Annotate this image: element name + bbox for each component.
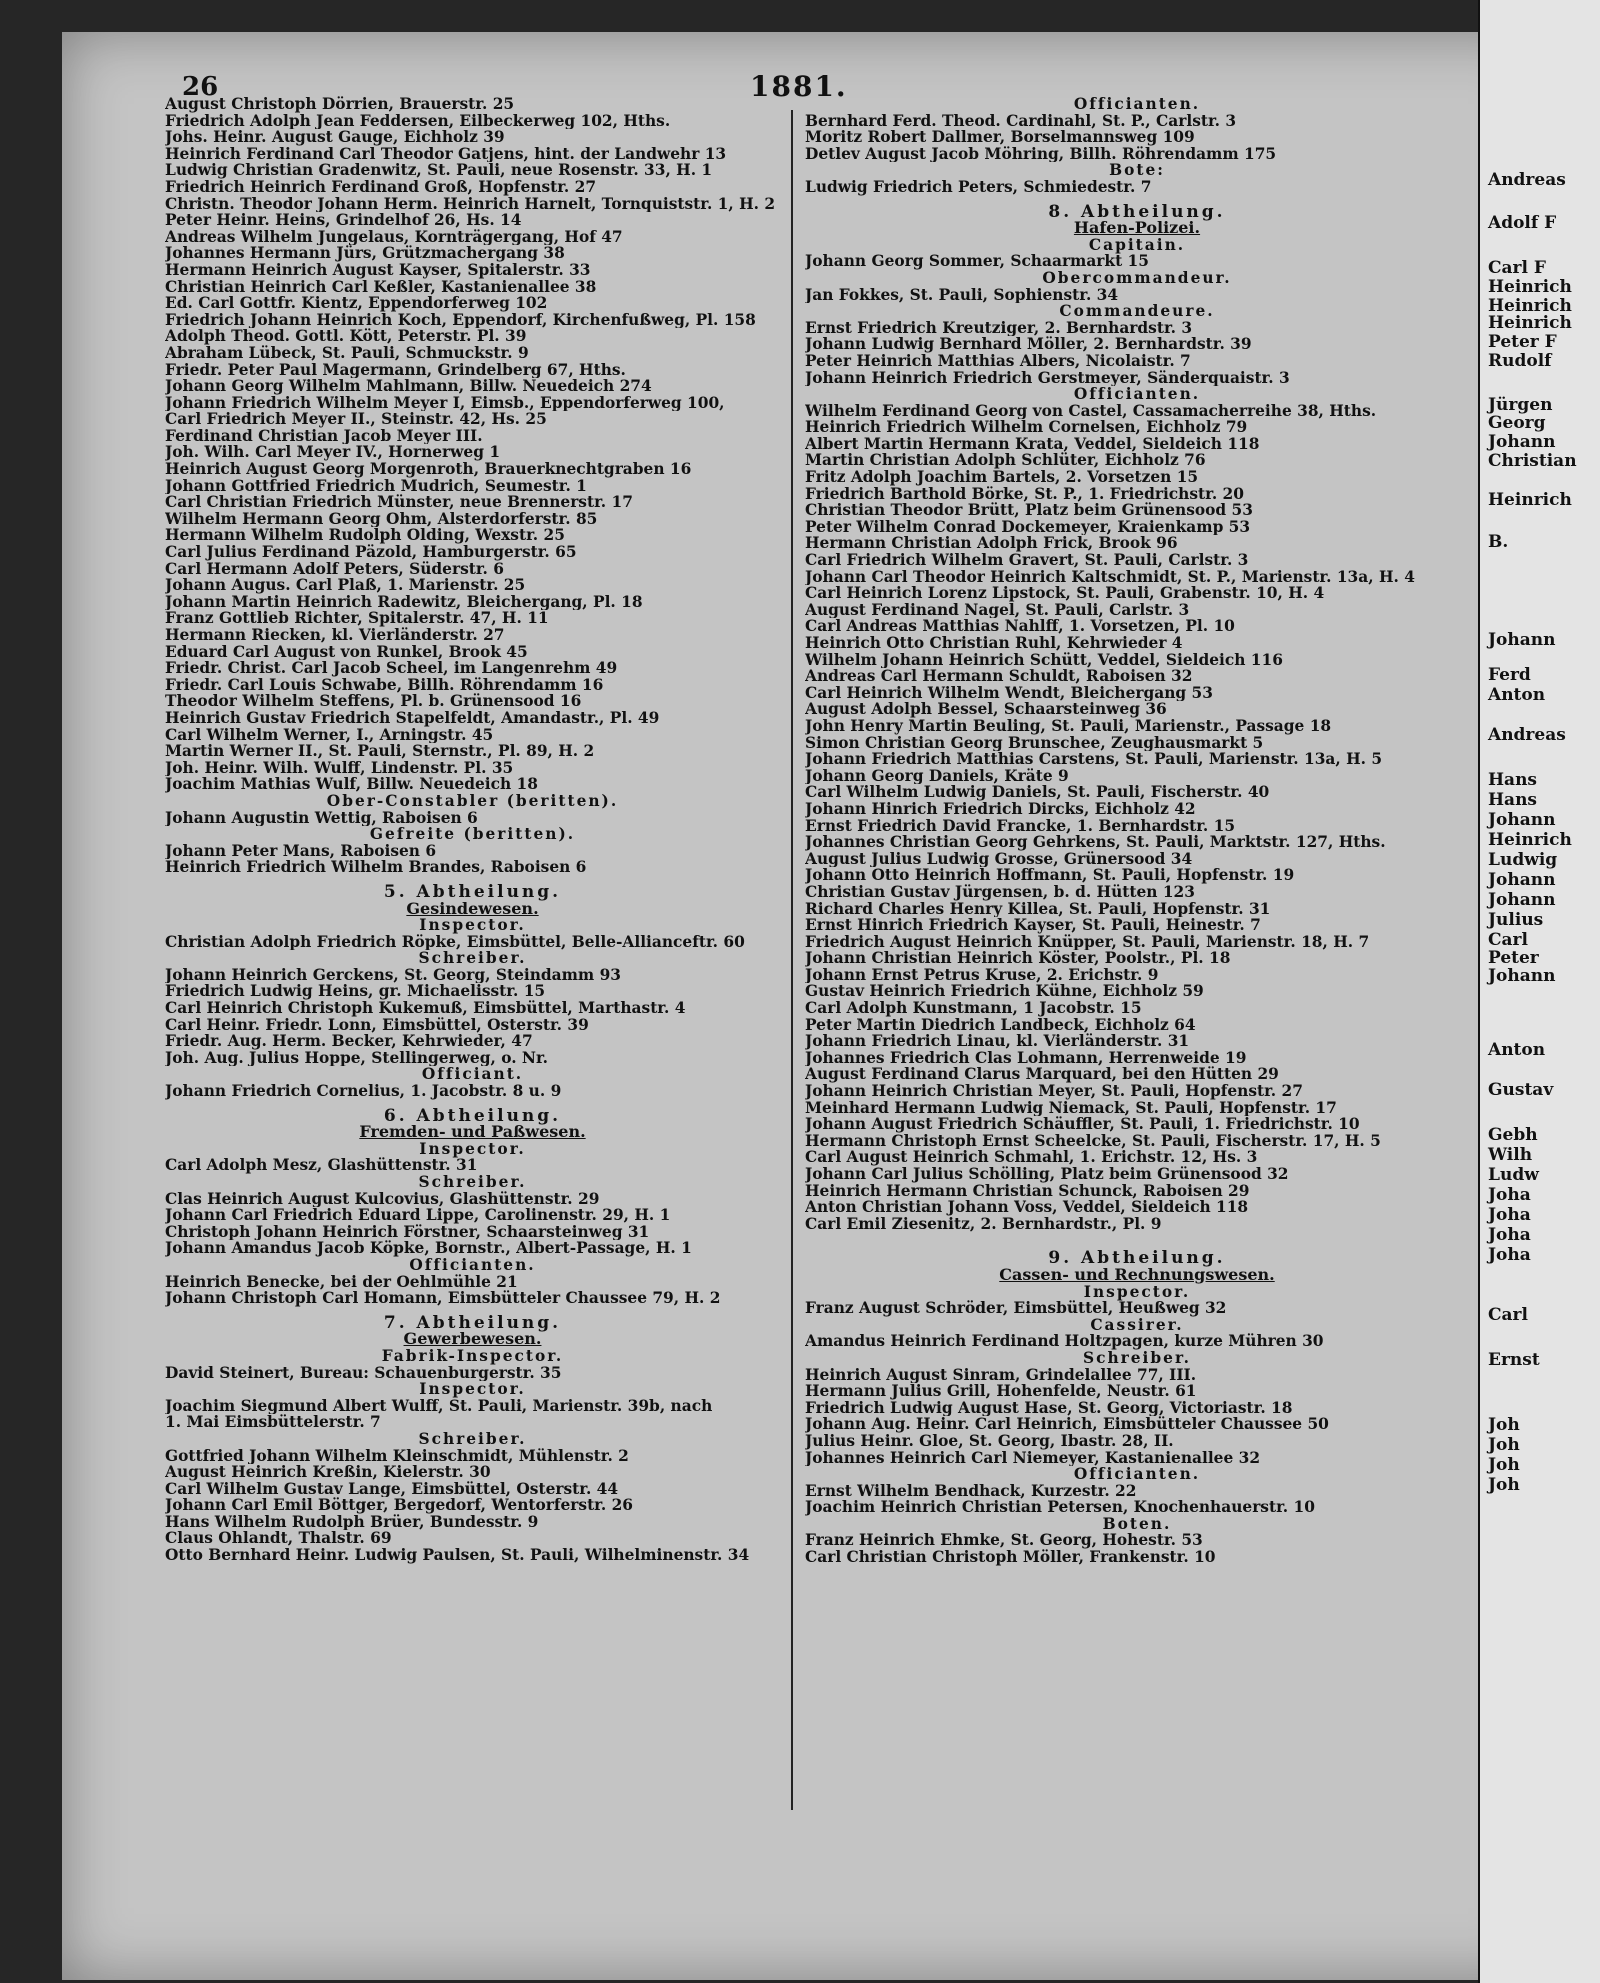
directory-entry: Johann Friedrich Matthias Carstens, St. Pauli, Marienstr. 13a, H. 5 — [805, 751, 1383, 768]
heading-8-officianten: Officianten. — [1073, 385, 1201, 404]
heading-6-officianten: Officianten. — [409, 1255, 536, 1274]
directory-entry: Hans Wilhelm Rudolph Brüer, Bundesstr. 9 — [165, 1513, 539, 1531]
entry-list-ober — [165, 810, 780, 827]
directory-entry: Ferdinand Christian Jacob Meyer III. — [165, 427, 483, 445]
directory-entry: Friedrich Johann Heinrich Koch, Eppendorf, Kirchenfußweg, Pl. 158 — [165, 311, 756, 329]
directory-entry: Johann Friedrich Cornelius, 1. Jacobstr. 8 u. 9 — [165, 1083, 562, 1100]
directory-entry: Martin Werner II., St. Pauli, Sternstr., Pl. 89, H. 2 — [165, 743, 595, 760]
directory-entry: Johann Heinrich Friedrich Gerstmeyer, Sänderquaistr. 3 — [805, 369, 1290, 387]
heading-6-schreiber: Schreiber. — [418, 1173, 527, 1191]
directory-entry: August Heinrich Kreßin, Kielerstr. 30 — [165, 1464, 491, 1481]
directory-entry: Carl Andreas Matthias Nahlff, 1. Vorsetzen, Pl. 10 — [805, 618, 1235, 635]
directory-entry: Johann Ludwig Bernhard Möller, 2. Bernhardstr. 39 — [805, 336, 1252, 353]
directory-entry: Christian Adolph Friedrich Röpke, Eimsbüttel, Belle-Allianceftr. 60 — [165, 933, 745, 951]
dept-heading-9: Cassen- und Rechnungswesen. — [999, 1264, 1275, 1284]
directory-entry: Detlev August Jacob Möhring, Billh. Röhrendamm 175 — [805, 145, 1277, 163]
bleed-fragment: Joh — [1488, 1475, 1520, 1495]
directory-entry: Johann Friedrich Wilhelm Meyer I, Eimsb., Eppendorferweg 100, — [165, 394, 725, 412]
entry-list-9-officianten — [805, 1483, 1469, 1516]
directory-entry: Franz August Schröder, Eimsbüttel, Heußweg 32 — [805, 1300, 1227, 1317]
directory-entry: Johann Georg Daniels, Kräte 9 — [805, 767, 1069, 785]
dept-heading-7: Gewerbewesen. — [403, 1329, 542, 1349]
heading-bote: Bote: — [1109, 161, 1165, 180]
next-page-bleed — [1478, 0, 1600, 1983]
bleed-fragment: Carl — [1488, 930, 1528, 950]
directory-entry: Joh. Wilh. Carl Meyer IV., Hornerweg 1 — [165, 444, 501, 462]
bleed-fragment: Anton — [1488, 1040, 1546, 1060]
directory-entry: Friedrich Adolph Jean Feddersen, Eilbeckerweg 102, Hths. — [165, 112, 671, 130]
directory-entry: August Ferdinand Clarus Marquard, bei den Hütten 29 — [805, 1066, 1279, 1084]
directory-entry: Claus Ohlandt, Thalstr. 69 — [165, 1530, 392, 1548]
directory-entry: Hermann Wilhelm Rudolph Olding, Wexstr. 25 — [165, 527, 565, 545]
directory-entry: Johann Heinrich Christian Meyer, St. Pauli, Hopfenstr. 27 — [805, 1083, 1303, 1100]
heading-5-inspector: Inspector. — [419, 916, 526, 935]
directory-entry: Peter Wilhelm Conrad Dockemeyer, Kraienkamp 53 — [805, 518, 1251, 536]
directory-entry: Carl Hermann Adolf Peters, Süderstr. 6 — [165, 560, 504, 578]
directory-entry: Johannes Heinrich Carl Niemeyer, Kastanienallee 32 — [805, 1449, 1261, 1467]
directory-entry: Eduard Carl August von Runkel, Brook 45 — [165, 643, 528, 661]
bleed-fragment: Rudolf — [1488, 351, 1552, 371]
directory-entry: Clas Heinrich August Kulcovius, Glashüttenstr. 29 — [165, 1190, 600, 1208]
directory-entry: Johann Gottfried Friedrich Mudrich, Seumestr. 1 — [165, 477, 587, 495]
bleed-fragment: Christian — [1488, 451, 1577, 471]
bleed-fragment: Jürgen — [1488, 395, 1553, 415]
directory-entry: Peter Heinr. Heins, Grindelhof 26, Hs. 14 — [165, 212, 522, 229]
directory-entry: Carl Wilhelm Gustav Lange, Eimsbüttel, Osterstr. 44 — [165, 1480, 619, 1498]
heading-ober-constabler: Ober-Constabler (beritten). — [326, 791, 619, 810]
bleed-fragment: Joh — [1488, 1435, 1520, 1455]
bleed-fragment: Johann — [1488, 432, 1556, 452]
directory-entry: Carl Heinrich Lorenz Lipstock, St. Pauli, Grabenstr. 10, H. 4 — [805, 585, 1325, 602]
directory-entry: Carl Friedrich Meyer II., Steinstr. 42, Hs. 25 — [165, 411, 547, 428]
entry-list-9-boten — [805, 1532, 1469, 1565]
entry-list-7-schreiber — [165, 1448, 780, 1564]
directory-entry: Carl August Heinrich Schmahl, 1. Erichstr. 12, Hs. 3 — [805, 1149, 1258, 1166]
directory-entry: Heinrich August Sinram, Grindelallee 77, III. — [805, 1366, 1197, 1384]
directory-entry: Johannes Friedrich Clas Lohmann, Herrenweide 19 — [805, 1049, 1247, 1067]
directory-entry: Johann Georg Sommer, Schaarmarkt 15 — [805, 253, 1149, 270]
directory-entry: Carl Wilhelm Ludwig Daniels, St. Pauli, Fischerstr. 40 — [805, 784, 1270, 801]
directory-entry: Friedrich Heinrich Ferdinand Groß, Hopfenstr. 27 — [165, 178, 597, 196]
heading-gefreite: Gefreite (beritten). — [369, 825, 576, 844]
bleed-fragment: B. — [1488, 532, 1509, 552]
directory-entry: Carl Heinrich Christoph Kukemuß, Eimsbüttel, Marthastr. 4 — [165, 1000, 686, 1017]
directory-entry: Friedr. Carl Louis Schwabe, Billh. Röhrendamm 16 — [165, 676, 604, 694]
directory-entry: Wilhelm Johann Heinrich Schütt, Veddel, Sieldeich 116 — [805, 651, 1283, 669]
directory-entry: Johann Heinrich Gerckens, St. Georg, Steindamm 93 — [165, 966, 621, 984]
directory-entry: Simon Christian Georg Brunschee, Zeughausmarkt 5 — [805, 734, 1264, 752]
directory-entry: Heinrich Ferdinand Carl Theodor Gatjens, hint. der Landwehr 13 — [165, 145, 727, 163]
bleed-fragment: Gebh — [1488, 1125, 1538, 1145]
entry-list-6-schreiber — [165, 1191, 780, 1257]
heading-6-inspector: Inspector. — [419, 1139, 526, 1158]
entry-list-7-fabrik-inspector — [165, 1365, 780, 1382]
dept-heading-5: Gesindewesen. — [406, 898, 539, 918]
directory-entry: Albert Martin Hermann Krata, Veddel, Sieldeich 118 — [805, 435, 1260, 453]
directory-entry: Christian Gustav Jürgensen, b. d. Hütten 123 — [805, 883, 1195, 901]
directory-entry: Carl Adolph Mesz, Glashüttenstr. 31 — [165, 1157, 478, 1174]
directory-entry: Christian Theodor Brütt, Platz beim Grünensood 53 — [805, 502, 1253, 519]
entry-list-officianten-top — [805, 113, 1469, 163]
bleed-fragment: Ferd — [1488, 665, 1531, 685]
directory-entry: Andreas Wilhelm Jungelaus, Kornträgergang, Hof 47 — [165, 228, 623, 246]
directory-entry: Otto Bernhard Heinr. Ludwig Paulsen, St. Pauli, Wilhelminenstr. 34 — [165, 1547, 750, 1564]
bleed-fragment: Carl — [1488, 1305, 1528, 1325]
directory-entry: Johann Martin Heinrich Radewitz, Bleichergang, Pl. 18 — [165, 593, 643, 611]
directory-entry: Heinrich Hermann Christian Schunck, Raboisen 29 — [805, 1182, 1250, 1200]
directory-entry: Gottfried Johann Wilhelm Kleinschmidt, Mühlenstr. 2 — [165, 1447, 629, 1465]
directory-entry: Johann Carl Friedrich Eduard Lippe, Carolinenstr. 29, H. 1 — [165, 1207, 671, 1224]
entry-list-5-schreiber — [165, 967, 780, 1067]
bleed-fragment: Andreas — [1488, 725, 1566, 745]
bleed-fragment: Joh — [1488, 1415, 1520, 1435]
bleed-fragment: Johann — [1488, 810, 1556, 830]
directory-entry: Joh. Aug. Julius Hoppe, Stellingerweg, o. Nr. — [165, 1049, 549, 1067]
directory-entry: Johann August Friedrich Schäuffler, St. Pauli, 1. Friedrichstr. 10 — [805, 1116, 1360, 1133]
directory-entry: August Ferdinand Nagel, St. Pauli, Carlstr. 3 — [805, 601, 1190, 619]
entry-list-7-inspector — [165, 1398, 780, 1431]
directory-entry: August Julius Ludwig Grosse, Grünersood 34 — [805, 850, 1193, 868]
entry-list-bote — [805, 179, 1469, 196]
heading-9-inspector: Inspector. — [1083, 1282, 1191, 1301]
dept-heading-6: Fremden- und Paßwesen. — [359, 1122, 586, 1142]
directory-entry: Johann Otto Heinrich Hoffmann, St. Pauli, Hopfenstr. 19 — [805, 867, 1295, 884]
directory-entry: Amandus Heinrich Ferdinand Holtzpagen, kurze Mühren 30 — [805, 1333, 1324, 1350]
directory-entry: Johann Christian Heinrich Köster, Poolstr., Pl. 18 — [805, 950, 1231, 967]
directory-entry: Julius Heinr. Gloe, St. Georg, Ibastr. 28, II. — [805, 1432, 1174, 1450]
section-heading-8: 8. Abtheilung. — [1048, 201, 1226, 222]
directory-entry: Friedrich Barthold Börke, St. P., 1. Friedrichstr. 20 — [805, 485, 1244, 503]
directory-entry: Heinrich Gustav Friedrich Stapelfeldt, Amandastr., Pl. 49 — [165, 709, 660, 727]
directory-entry: Johann Carl Julius Schölling, Platz beim Grünensood 32 — [805, 1166, 1289, 1183]
directory-entry: Joh. Heinr. Wilh. Wulff, Lindenstr. Pl. 35 — [165, 759, 514, 777]
directory-entry: Ludwig Christian Gradenwitz, St. Pauli, neue Rosenstr. 33, H. 1 — [165, 162, 713, 179]
directory-entry: Christn. Theodor Johann Herm. Heinrich Harnelt, Tornquiststr. 1, H. 2 — [165, 195, 776, 213]
directory-entry: Johann Christoph Carl Homann, Eimsbütteler Chaussee 79, H. 2 — [165, 1290, 721, 1307]
directory-entry: Ed. Carl Gottfr. Kientz, Eppendorferweg 102 — [165, 295, 548, 312]
directory-entry: Ernst Hinrich Friedrich Kayser, St. Pauli, Heinestr. 7 — [805, 917, 1261, 934]
directory-entry: Johann Peter Mans, Raboisen 6 — [165, 842, 437, 860]
directory-entry: Friedr. Peter Paul Magermann, Grindelberg 67, Hths. — [165, 361, 626, 379]
directory-entry: Heinrich Friedrich Wilhelm Brandes, Raboisen 6 — [165, 859, 587, 876]
directory-entry: Meinhard Hermann Ludwig Niemack, St. Pauli, Hopfenstr. 17 — [805, 1099, 1337, 1117]
directory-entry: Johs. Heinr. August Gauge, Eichholz 39 — [165, 129, 505, 146]
directory-entry: Carl Julius Ferdinand Päzold, Hamburgerstr. 65 — [165, 544, 577, 561]
dept-heading-8: Hafen-Polizei. — [1073, 218, 1201, 238]
heading-5-officiant: Officiant. — [421, 1065, 524, 1084]
directory-entry: Christoph Johann Heinrich Förstner, Schaarsteinweg 31 — [165, 1223, 650, 1241]
directory-entry: Moritz Robert Dallmer, Borselmannsweg 109 — [805, 129, 1195, 146]
directory-entry: 1. Mai Eimsbüttelerstr. 7 — [165, 1414, 381, 1431]
directory-entry: Friedrich August Heinrich Knüpper, St. Pauli, Marienstr. 18, H. 7 — [805, 933, 1370, 951]
directory-entry: Wilhelm Ferdinand Georg von Castel, Cassamacherreihe 38, Hths. — [805, 402, 1377, 420]
directory-entry: Johann Augustin Wettig, Raboisen 6 — [165, 809, 478, 827]
directory-entry: Ernst Friedrich Kreutziger, 2. Bernhardstr. 3 — [805, 319, 1193, 337]
directory-entry: Hermann Heinrich August Kayser, Spitalerstr. 33 — [165, 261, 591, 279]
entry-list-8-commandeure — [805, 320, 1469, 386]
directory-entry: Gustav Heinrich Friedrich Kühne, Eichholz 59 — [805, 983, 1204, 1001]
directory-entry: Ernst Friedrich David Francke, 1. Bernhardstr. 15 — [805, 817, 1236, 835]
entry-list-6-officianten — [165, 1274, 780, 1307]
entry-list-9-inspector — [805, 1300, 1469, 1317]
bleed-fragment: Gustav — [1488, 1080, 1554, 1100]
directory-entry: Fritz Adolph Joachim Bartels, 2. Vorsetzen 15 — [805, 469, 1199, 486]
bleed-fragment: Ludw — [1488, 1165, 1539, 1185]
right-column — [805, 96, 1469, 1566]
directory-entry: Andreas Carl Hermann Schuldt, Raboisen 32 — [805, 668, 1193, 685]
directory-entry: Franz Gottlieb Richter, Spitalerstr. 47, H. 11 — [165, 610, 549, 627]
entry-list-9-schreiber — [805, 1367, 1469, 1467]
directory-entry: Christian Heinrich Carl Keßler, Kastanienallee 38 — [165, 278, 597, 296]
bleed-fragment: Peter F — [1488, 332, 1557, 352]
bleed-fragment: Johann — [1488, 890, 1556, 910]
entry-list-5-officiant — [165, 1083, 780, 1100]
directory-entry: Heinrich Friedrich Wilhelm Cornelsen, Eichholz 79 — [805, 419, 1248, 436]
directory-entry: Franz Heinrich Ehmke, St. Georg, Hohestr. 53 — [805, 1532, 1203, 1550]
directory-entry: Heinrich August Georg Morgenroth, Brauerknechtgraben 16 — [165, 461, 692, 478]
directory-entry: Martin Christian Adolph Schlüter, Eichholz 76 — [805, 452, 1206, 470]
heading-5-schreiber: Schreiber. — [418, 949, 527, 968]
directory-entry: Carl Friedrich Wilhelm Gravert, St. Pauli, Carlstr. 3 — [805, 552, 1249, 569]
bleed-fragment: Joh — [1488, 1455, 1520, 1475]
directory-entry: August Christoph Dörrien, Brauerstr. 25 — [165, 96, 515, 113]
directory-entry: Friedr. Aug. Herm. Becker, Kehrwieder, 47 — [165, 1033, 533, 1050]
directory-entry: David Steinert, Bureau: Schauenburgerstr. 35 — [165, 1364, 562, 1382]
entry-list-a — [165, 96, 780, 793]
directory-entry: Friedrich Ludwig August Hase, St. Georg, Victoriastr. 18 — [805, 1399, 1293, 1417]
bleed-fragment: Heinrich — [1488, 490, 1572, 510]
directory-entry: Wilhelm Hermann Georg Ohm, Alsterdorferstr. 85 — [165, 510, 598, 528]
bleed-fragment: Wilh — [1488, 1145, 1533, 1165]
section-heading-6: 6. Abtheilung. — [383, 1105, 562, 1126]
heading-9-boten: Boten. — [1102, 1514, 1172, 1533]
directory-entry: Friedrich Ludwig Heins, gr. Michaelisstr. 15 — [165, 983, 546, 1001]
directory-entry: Peter Heinrich Matthias Albers, Nicolaistr. 7 — [805, 352, 1191, 370]
bleed-fragment: Adolf F — [1488, 213, 1557, 233]
directory-entry: Johann Friedrich Linau, kl. Vierländerstr. 31 — [805, 1033, 1190, 1050]
entry-list-8-obercommandeur — [805, 287, 1469, 304]
directory-entry: Adolph Theod. Gottl. Kött, Peterstr. Pl. 39 — [165, 328, 527, 345]
heading-9-officianten: Officianten. — [1073, 1465, 1201, 1484]
bleed-fragment: Heinrich — [1488, 277, 1572, 297]
directory-entry: Ludwig Friedrich Peters, Schmiedestr. 7 — [805, 178, 1152, 196]
bleed-fragment: Joha — [1488, 1225, 1531, 1245]
bleed-fragment: Joha — [1488, 1205, 1531, 1225]
bleed-fragment: Julius — [1488, 910, 1544, 930]
directory-entry: Hermann Riecken, kl. Vierländerstr. 27 — [165, 627, 505, 644]
directory-entry: Theodor Wilhelm Steffens, Pl. b. Grünensood 16 — [165, 693, 582, 710]
directory-entry: Hermann Christoph Ernst Scheelcke, St. Pauli, Fischerstr. 17, H. 5 — [805, 1132, 1381, 1150]
entry-list-gefreite — [165, 843, 780, 876]
directory-entry: Johannes Christian Georg Gehrkens, St. Pauli, Marktstr. 127, Hths. — [805, 834, 1386, 851]
directory-entry: Carl Adolph Kunstmann, 1 Jacobstr. 15 — [805, 1000, 1142, 1017]
page-number: 26 — [182, 72, 219, 102]
section-heading-7: 7. Abtheilung. — [383, 1312, 562, 1333]
directory-entry: Peter Martin Diedrich Landbeck, Eichholz 64 — [805, 1016, 1196, 1034]
page-year: 1881. — [750, 70, 848, 103]
directory-entry: Carl Heinr. Friedr. Lonn, Eimsbüttel, Osterstr. 39 — [165, 1016, 589, 1034]
directory-entry: Johann Carl Emil Böttger, Bergedorf, Wentorferstr. 26 — [165, 1497, 634, 1514]
directory-entry: Carl Emil Ziesenitz, 2. Bernhardstr., Pl. 9 — [805, 1215, 1162, 1233]
bleed-fragment: Anton — [1488, 685, 1546, 705]
directory-entry: August Adolph Bessel, Schaarsteinweg 36 — [805, 701, 1167, 718]
directory-entry: Joachim Heinrich Christian Petersen, Knochenhauerstr. 10 — [805, 1499, 1315, 1516]
directory-entry: Ernst Wilhelm Bendhack, Kurzestr. 22 — [805, 1482, 1137, 1500]
bleed-fragment: Johann — [1488, 966, 1556, 986]
directory-entry: Johann Georg Wilhelm Mahlmann, Billw. Neuedeich 274 — [165, 378, 652, 395]
heading-8-commandeure: Commandeure. — [1059, 302, 1215, 321]
section-heading-5: 5. Abtheilung. — [383, 881, 562, 902]
bleed-fragment: Georg — [1488, 413, 1546, 433]
bleed-fragment: Peter — [1488, 948, 1539, 968]
directory-entry: Carl Heinrich Wilhelm Wendt, Bleichergang 53 — [805, 684, 1213, 702]
directory-entry: Johann Augus. Carl Plaß, 1. Marienstr. 25 — [165, 577, 526, 594]
entry-list-6-inspector — [165, 1157, 780, 1174]
bleed-fragment: Joha — [1488, 1245, 1531, 1265]
bleed-fragment: Carl F — [1488, 258, 1546, 278]
column-divider — [791, 110, 793, 1810]
directory-entry: Heinrich Benecke, bei der Oehlmühle 21 — [165, 1273, 518, 1291]
directory-entry: Abraham Lübeck, St. Pauli, Schmuckstr. 9 — [165, 344, 529, 362]
bleed-fragment: Joha — [1488, 1185, 1531, 1205]
bleed-fragment: Hans — [1488, 790, 1538, 810]
directory-entry: Johann Aug. Heinr. Carl Heinrich, Eimsbütteler Chaussee 50 — [805, 1416, 1329, 1433]
directory-entry: Joachim Siegmund Albert Wulff, St. Pauli, Marienstr. 39b, nach — [165, 1397, 713, 1415]
heading-7-inspector: Inspector. — [419, 1380, 526, 1399]
bleed-fragment: Heinrich — [1488, 313, 1572, 333]
heading-8-obercommandeur: Obercommandeur. — [1042, 268, 1232, 287]
directory-entry: Hermann Christian Adolph Frick, Brook 96 — [805, 535, 1178, 553]
bleed-fragment: Hans — [1488, 770, 1538, 790]
directory-entry: Joachim Mathias Wulf, Billw. Neuedeich 18 — [165, 776, 538, 793]
heading-9-schreiber: Schreiber. — [1082, 1348, 1192, 1367]
bleed-fragment: Ludwig — [1488, 850, 1558, 870]
directory-entry: John Henry Martin Beuling, St. Pauli, Marienstr., Passage 18 — [805, 717, 1332, 735]
entry-list-8-officianten — [805, 403, 1469, 1233]
heading-7-fabrik-inspector: Fabrik-Inspector. — [381, 1346, 564, 1365]
directory-entry: Friedr. Christ. Carl Jacob Scheel, im Langenrehm 49 — [165, 660, 618, 677]
left-column — [165, 96, 780, 1564]
bleed-fragment: Heinrich — [1488, 830, 1572, 850]
directory-entry: Carl Christian Christoph Möller, Frankenstr. 10 — [805, 1549, 1216, 1566]
directory-entry: Johann Hinrich Friedrich Dircks, Eichholz 42 — [805, 800, 1196, 818]
heading-8-capitain: Capitain. — [1088, 235, 1186, 254]
directory-entry: Jan Fokkes, St. Pauli, Sophienstr. 34 — [805, 286, 1119, 304]
spacer — [805, 1232, 1469, 1242]
directory-entry: Bernhard Ferd. Theod. Cardinahl, St. P., Carlstr. 3 — [805, 112, 1237, 130]
entry-list-5-inspector — [165, 934, 780, 951]
directory-entry: Johann Ernst Petrus Kruse, 2. Erichstr. 9 — [805, 966, 1159, 984]
directory-entry: Johann Carl Theodor Heinrich Kaltschmidt, St. P., Marienstr. 13a, H. 4 — [805, 568, 1415, 586]
directory-entry: Heinrich Otto Christian Ruhl, Kehrwieder 4 — [805, 635, 1183, 652]
directory-entry: Carl Christian Friedrich Münster, neue Brennerstr. 17 — [165, 494, 633, 511]
bleed-fragment: Heinrich — [1488, 296, 1572, 316]
bleed-fragment: Johann — [1488, 870, 1556, 890]
bleed-fragment: Johann — [1488, 630, 1556, 650]
heading-9-cassirer: Cassirer. — [1090, 1315, 1184, 1334]
directory-entry: Johann Amandus Jacob Köpke, Bornstr., Albert-Passage, H. 1 — [165, 1240, 692, 1257]
directory-entry: Carl Wilhelm Werner, I., Arningstr. 45 — [165, 726, 494, 744]
heading-officianten-top: Officianten. — [1073, 95, 1201, 113]
directory-entry: Hermann Julius Grill, Hohenfelde, Neustr. 61 — [805, 1383, 1197, 1400]
directory-entry: Anton Christian Johann Voss, Veddel, Sieldeich 118 — [805, 1199, 1249, 1216]
entry-list-9-cassirer — [805, 1333, 1469, 1350]
directory-entry: Johannes Hermann Jürs, Grützmachergang 38 — [165, 245, 565, 262]
bleed-fragment: Andreas — [1488, 170, 1566, 190]
entry-list-8-capitain — [805, 253, 1469, 270]
heading-7-schreiber: Schreiber. — [418, 1429, 527, 1448]
section-heading-9: 9. Abtheilung. — [1048, 1248, 1226, 1269]
bleed-fragment: Ernst — [1488, 1350, 1540, 1370]
directory-entry: Richard Charles Henry Killea, St. Pauli, Hopfenstr. 31 — [805, 900, 1271, 918]
